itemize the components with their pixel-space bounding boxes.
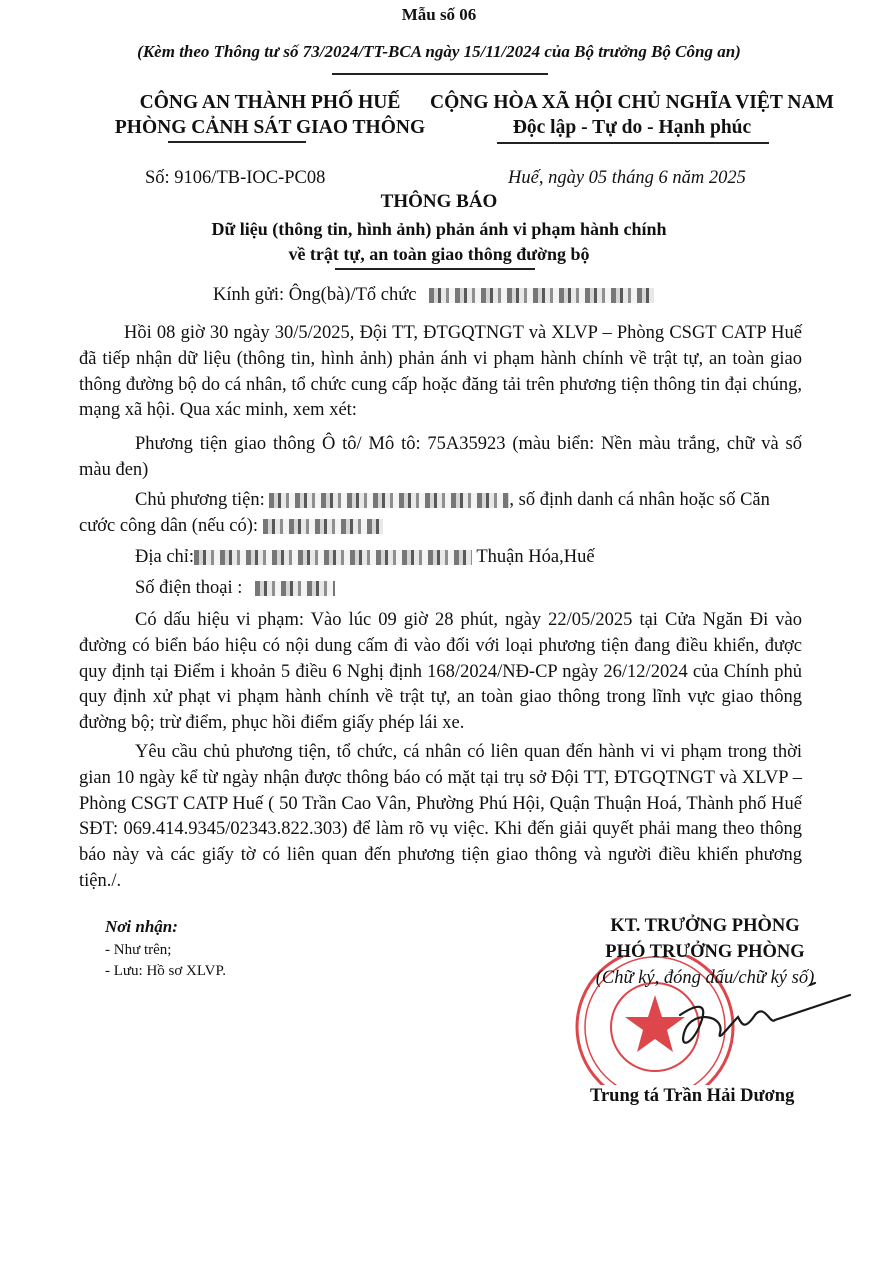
motto-underline (497, 142, 769, 144)
phone-line (79, 576, 858, 602)
address-label: Địa chỉ: (135, 547, 195, 567)
sign-line-3: (Chữ ký, đóng dấu/chữ ký số) (595, 968, 815, 988)
nation-line-2: Độc lập - Tự do - Hạnh phúc (512, 117, 752, 138)
subtitle-line-2: về trật tự, an toàn giao thông đường bộ (288, 244, 590, 264)
agency-underline (168, 141, 306, 143)
agency-line-1: CÔNG AN THÀNH PHỐ HUẾ (139, 92, 401, 113)
document-subtitle (0, 217, 878, 267)
document-number: Số: 9106/TB-IOC-PC08 (145, 168, 326, 188)
place-date: Huế, ngày 05 tháng 6 năm 2025 (508, 168, 746, 188)
request-paragraph: Yêu cầu chủ phương tiện, tổ chức, cá nhân có liên quan đến hành vi vi phạm trong thời gian 10 ngày kể từ ngày nhận được thông báo có mặt tại trụ sở Đội TT, ĐTGQTNGT và XLVP – Phòng CSGT CATP Huế ( 50 Trần Cao Vân, Phường Phú Hội, Quận Thuận Hoá, Thành phố Huế SĐT: 069.414.9345/02343.822.303) để làm rõ vụ việc. Khi đến giải quyết phải mang theo thông báo này và các giấy tờ có liên quan đến phương tiện giao thông và người điều khiển phương tiện./. (79, 742, 802, 891)
form-note: (Kèm theo Thông tư số 73/2024/TT-BCA ngày 15/11/2024 của Bộ trưởng Bộ Công an) (137, 42, 741, 61)
redacted-address (194, 550, 472, 565)
divider-top (332, 73, 548, 75)
nation-line-1: CỘNG HÒA XÃ HỘI CHỦ NGHĨA VIỆT NAM (430, 92, 834, 113)
agency-line-2: PHÒNG CẢNH SÁT GIAO THÔNG (114, 117, 426, 138)
signer-name: Trung tá Trần Hải Dương (590, 1086, 795, 1106)
redacted-phone (255, 581, 335, 596)
agency-block (70, 90, 470, 140)
vehicle-paragraph: Phương tiện giao thông Ô tô/ Mô tô: 75A35923 (màu biển: Nền màu trắng, chữ và số màu đen) (79, 434, 802, 480)
redacted-id (263, 519, 383, 534)
recipients-title: Nơi nhận: (105, 917, 178, 936)
owner-line (79, 488, 858, 514)
greeting (213, 285, 654, 306)
nation-block (412, 90, 852, 140)
redacted-owner (269, 493, 509, 508)
phone-label: Số điện thoại : (135, 578, 243, 598)
recipient-item: - Lưu: Hồ sơ XLVP. (105, 963, 226, 979)
signature-icon (680, 983, 850, 1043)
id-line (79, 514, 802, 540)
greeting-text: Kính gửi: Ông(bà)/Tổ chức (213, 285, 417, 305)
title-underline (335, 268, 535, 270)
address-suffix: Thuận Hóa,Huế (476, 547, 595, 567)
recipient-item: - Như trên; (105, 942, 172, 958)
id-label: cước công dân (nếu có): (79, 516, 259, 536)
subtitle-line-1: Dữ liệu (thông tin, hình ảnh) phản ánh vi phạm hành chính (211, 219, 667, 239)
redacted-name (429, 288, 654, 303)
intro-paragraph: Hồi 08 giờ 30 ngày 30/5/2025, Đội TT, ĐTGQTNGT và XLVP – Phòng CSGT CATP Huế đã tiếp nhận dữ liệu (thông tin, hình ảnh) phản ánh vi phạm hành chính về trật tự, an toàn giao thông đường bộ do cá nhân, tổ chức cung cấp hoặc đăng tải trên phương tiện thông tin đại chúng, mạng xã hội. Qua xác minh, xem xét: (79, 323, 802, 421)
form-number: Mẫu số 06 (401, 5, 477, 24)
address-line (79, 545, 858, 571)
signature-block (540, 913, 870, 991)
violation-paragraph: Có dấu hiệu vi phạm: Vào lúc 09 giờ 28 phút, ngày 22/05/2025 tại Cửa Ngăn Đi vào đường có biển báo hiệu có nội dung cấm đi vào đối với loại phương tiện đang điều khiển, được quy định tại Điểm i khoản 5 điều 6 Nghị định 168/2024/NĐ-CP ngày 26/12/2024 của Chính phủ quy định xử phạt vi phạm hành chính về trật tự, an toàn giao thông trong lĩnh vực giao thông đường bộ; trừ điểm, phục hồi điểm giấy phép lái xe. (79, 610, 802, 734)
sign-line-1: KT. TRƯỞNG PHÒNG (610, 916, 800, 936)
document-title: THÔNG BÁO (380, 191, 498, 212)
owner-suffix: , số định danh cá nhân hoặc số Căn (509, 490, 770, 510)
owner-label: Chủ phương tiện: (135, 490, 265, 510)
sign-line-2: PHÓ TRƯỞNG PHÒNG (605, 942, 805, 962)
